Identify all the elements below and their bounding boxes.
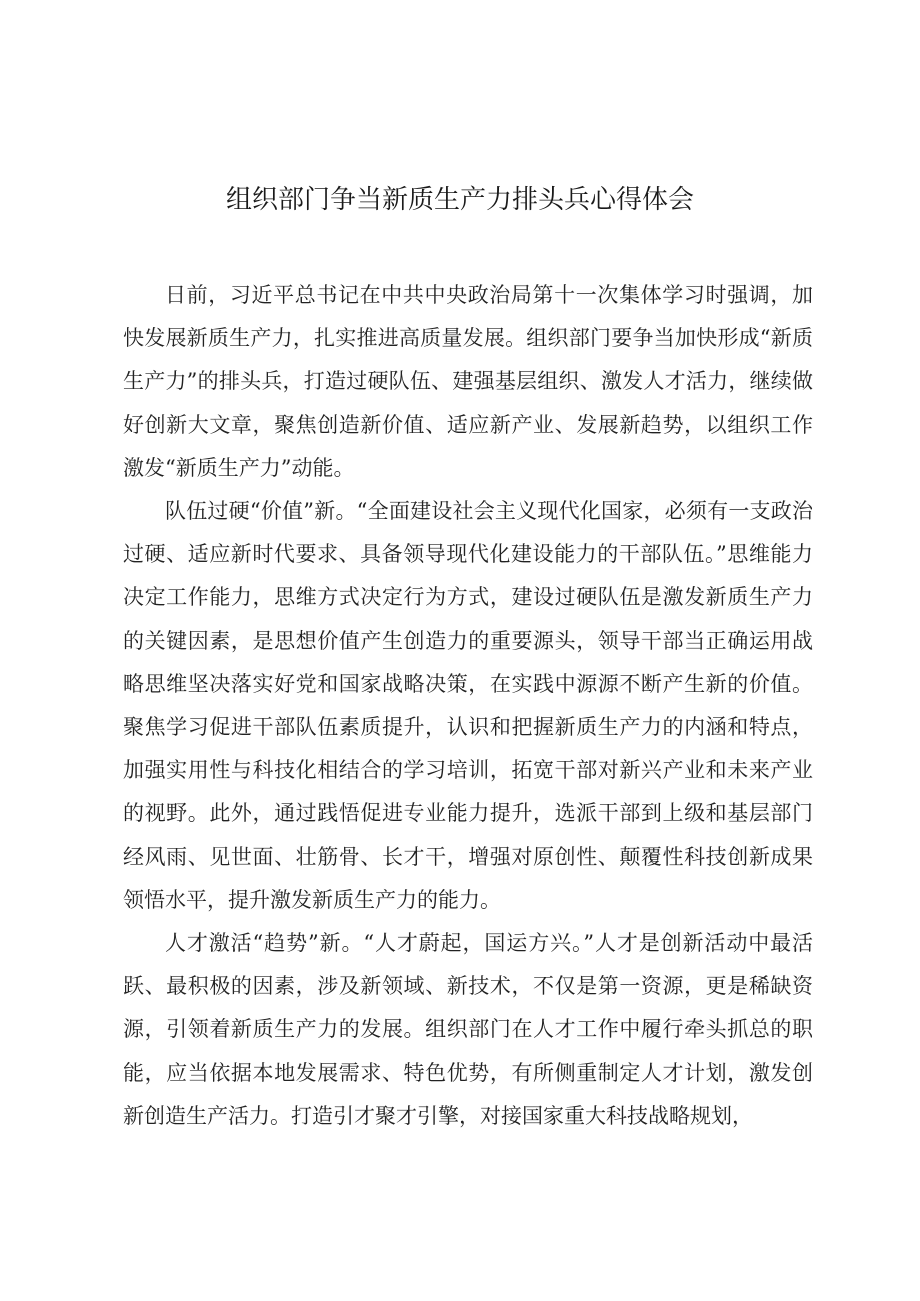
paragraph-2: 队伍过硬“价值”新。“全面建设社会主义现代化国家，必须有一支政治过硬、适应新时代要求、具备领导现代化建设能力的干部队伍。”思维能力决定工作能力，思维方式决定行为方式，建设过硬队伍是激发新质生产力的关键因素，是思想价值产生创造力的重要源头，领导干部当正确运用战略思维坚决落实好党和国家战略决策，在实践中源源不断产生新的价值。聚焦学习促进干部队伍素质提升，认识和把握新质生产力的内涵和特点，加强实用性与科技化相结合的学习培训，拓宽干部对新兴产业和未来产业的视野。此外，通过践悟促进专业能力提升，选派干部到上级和基层部门经风雨、见世面、壮筋骨、长才干，增强对原创性、颠覆性科技创新成果领悟水平，提升激发新质生产力的能力。	[123, 499, 813, 912]
document-title: 组织部门争当新质生产力排头兵心得体会	[225, 185, 694, 215]
document-body	[123, 274, 813, 1138]
paragraph-3: 人才激活“趋势”新。“人才蔚起，国运方兴。”人才是创新活动中最活跃、最积极的因素，涉及新领域、新技术，不仅是第一资源，更是稀缺资源，引领着新质生产力的发展。组织部门在人才工作中履行牵头抓总的职能，应当依据本地发展需求、特色优势，有所侧重制定人才计划，激发创新创造生产活力。打造引才聚才引擎，对接国家重大科技战略规划，	[123, 931, 813, 1128]
paragraph-1: 日前，习近平总书记在中共中央政治局第十一次集体学习时强调，加快发展新质生产力，扎实推进高质量发展。组织部门要争当加快形成“新质生产力”的排头兵，打造过硬队伍、建强基层组织、激发人才活力，继续做好创新大文章，聚焦创造新价值、适应新产业、发展新趋势，以组织工作激发“新质生产力”动能。	[123, 283, 813, 480]
